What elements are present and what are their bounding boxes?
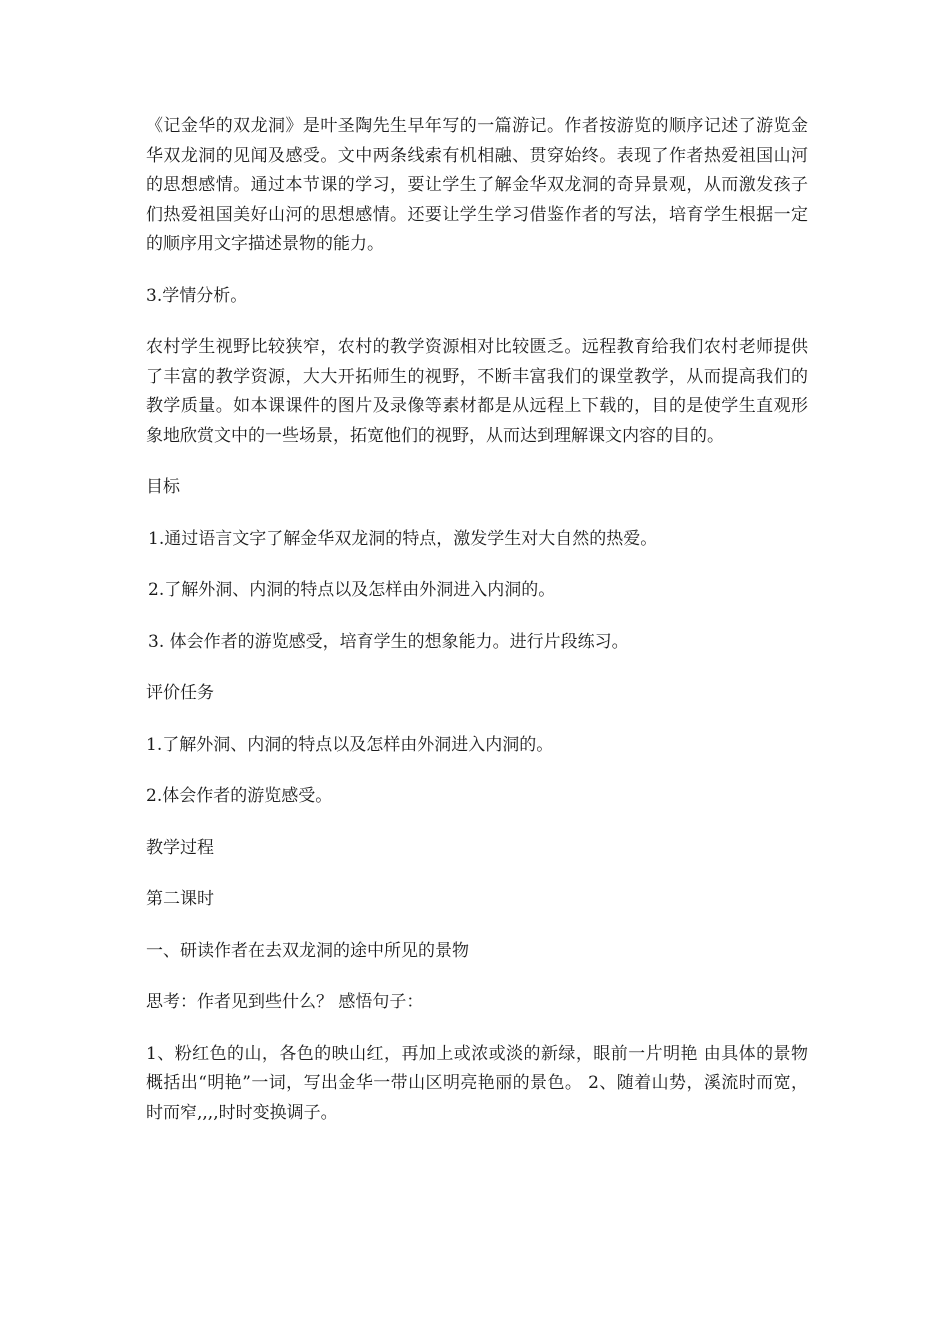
step-heading-1: 一、研读作者在去双龙洞的途中所见的景物	[146, 940, 469, 961]
goal-item-1: 1.通过语言文字了解金华双龙洞的特点，激发学生对大自然的热爱。	[148, 528, 658, 549]
goal-item-3: 3. 体会作者的游览感受，培育学生的想象能力。进行片段练习。	[148, 631, 629, 652]
evaluation-item-1: 1.了解外洞、内洞的特点以及怎样由外洞进入内洞的。	[146, 734, 554, 755]
section-heading-evaluation: 评价任务	[146, 683, 214, 703]
section-heading-goals: 目标	[146, 477, 180, 497]
sentence-analysis-paragraph: 1、粉红色的山，各色的映山红，再加上或浓或淡的新绿，眼前一片明艳 由具体的景物概括出“明艳”一词，写出金华一带山区明亮艳丽的景色。 2、随着山势，溪流时而宽，时而窄,,,,时时变换调子。	[146, 1043, 808, 1123]
lesson-label: 第二课时	[146, 889, 214, 909]
goal-item-2: 2.了解外洞、内洞的特点以及怎样由外洞进入内洞的。	[148, 580, 556, 600]
learner-analysis-paragraph: 农村学生视野比较狭窄，农村的教学资源相对比较匮乏。远程教育给我们农村老师提供了丰富的教学资源，大大开拓师生的视野，不断丰富我们的课堂教学，从而提高我们的教学质量。如本课课件的图片及录像等素材都是从远程上下载的，目的是使学生直观形象地欣赏文中的一些场景，拓宽他们的视野，从而达到理解课文内容的目的。	[146, 337, 808, 446]
evaluation-item-2: 2.体会作者的游览感受。	[146, 786, 333, 806]
section-heading-learner-analysis: 3.学情分析。	[146, 285, 248, 306]
think-prompt: 思考：作者见到些什么？ 感悟句子：	[146, 992, 424, 1012]
document-body	[146, 112, 808, 1128]
intro-paragraph: 《记金华的双龙洞》是叶圣陶先生早年写的一篇游记。作者按游览的顺序记述了游览金华双龙洞的见闻及感受。文中两条线索有机相融、贯穿始终。表现了作者热爱祖国山河的思想感情。通过本节课的学习，要让学生了解金华双龙洞的奇异景观，从而激发孩子们热爱祖国美好山河的思想感情。还要让学生学习借鉴作者的写法，培育学生根据一定的顺序用文字描述景物的能力。	[146, 116, 808, 254]
section-heading-process: 教学过程	[146, 837, 214, 858]
